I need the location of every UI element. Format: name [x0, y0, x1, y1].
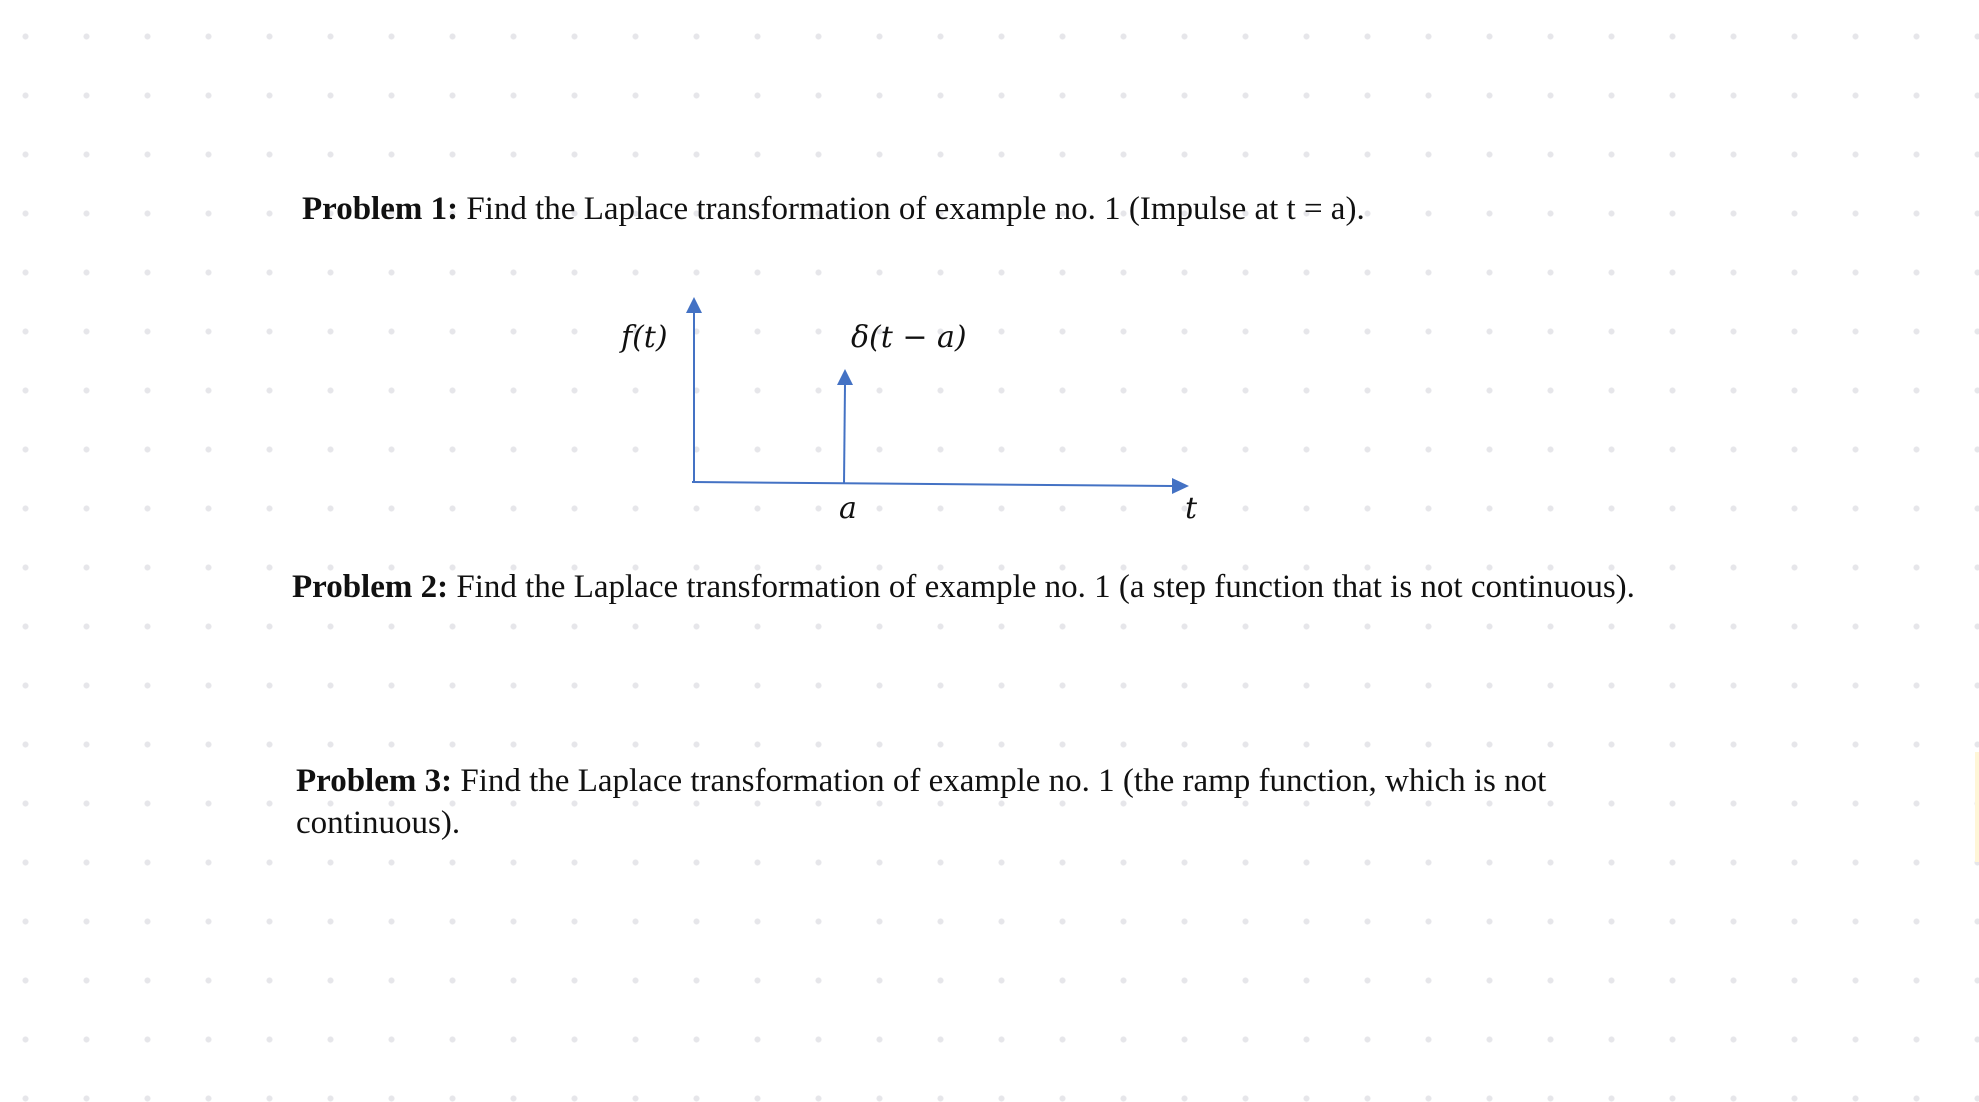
x-axis-label: t — [1185, 491, 1198, 526]
problem-1-label: Problem 1: — [302, 191, 459, 227]
problem-2-text: Find the Laplace transformation of example no. 1 (a step function that is not continuous). — [448, 569, 1635, 605]
impulse-position-label: a — [839, 491, 857, 526]
y-axis-label: f(t) — [621, 320, 668, 355]
impulse-arrowhead — [837, 369, 853, 385]
impulse-arrow — [844, 384, 845, 484]
problem-2 — [292, 566, 1698, 608]
problem-3 — [296, 760, 1616, 844]
impulse-label: δ(t − a) — [851, 320, 967, 355]
problem-3-label: Problem 3: — [296, 763, 453, 799]
edge-marker — [1975, 752, 1979, 862]
problem-3-text: Find the Laplace transformation of example no. 1 (the ramp function, which is not continuous). — [296, 763, 1547, 841]
x-axis — [692, 482, 1172, 486]
problem-2-label: Problem 2: — [292, 569, 449, 605]
problem-1-text: Find the Laplace transformation of example no. 1 (Impulse at t = a). — [458, 191, 1365, 227]
y-axis-arrowhead — [686, 297, 702, 313]
